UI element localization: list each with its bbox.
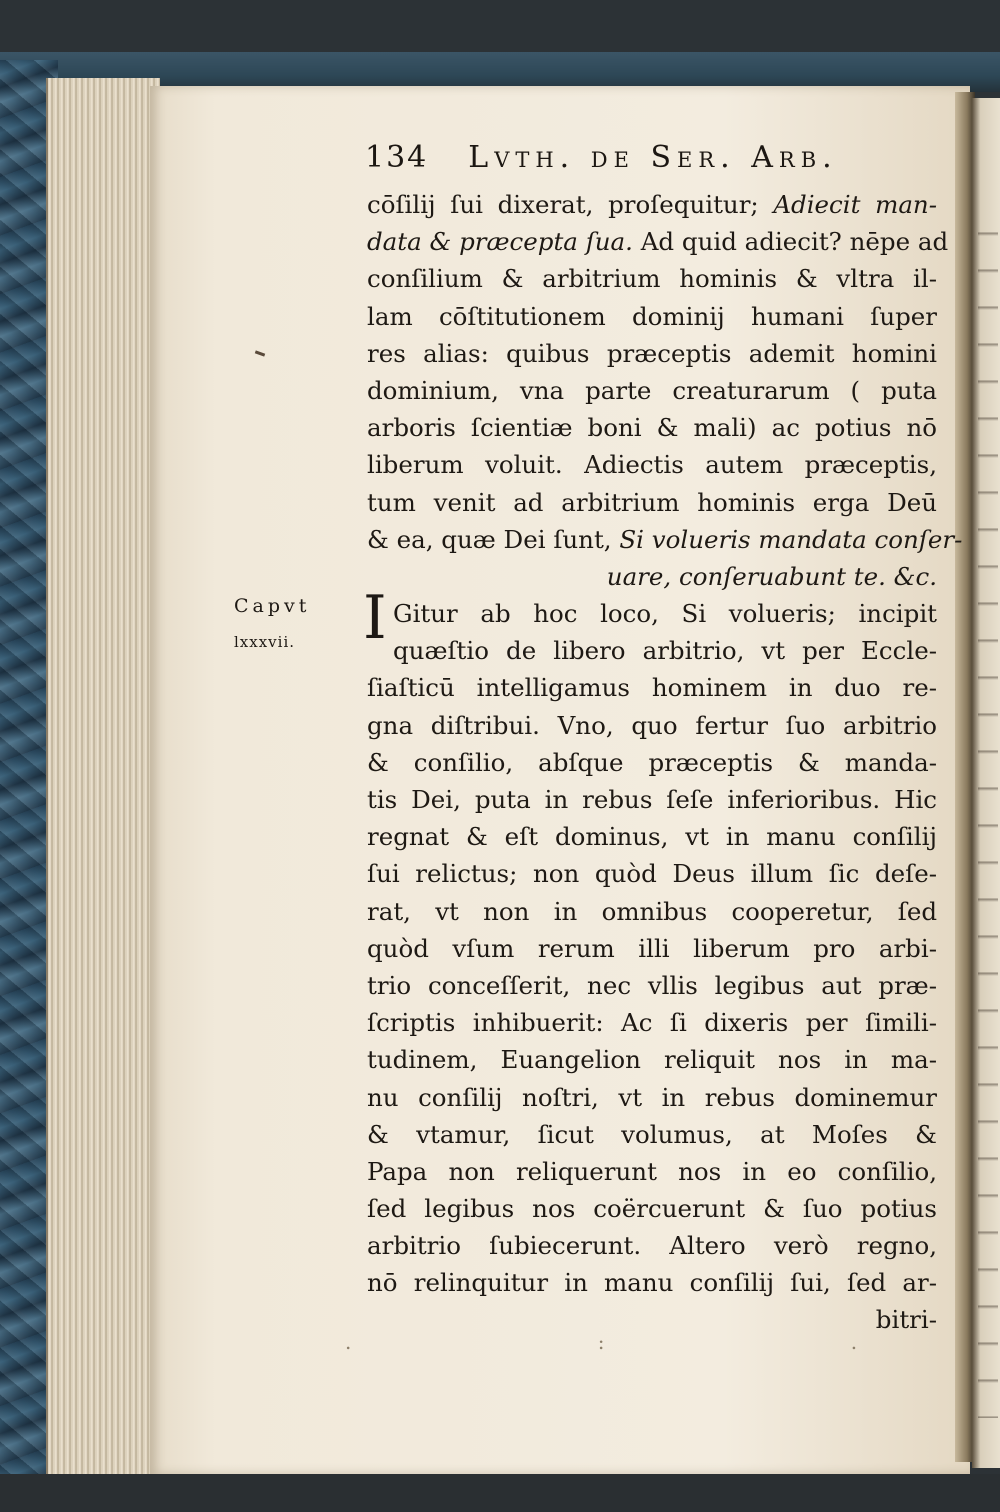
- text-line: [367, 446, 937, 483]
- text-line: [367, 930, 937, 967]
- catchword-row: [367, 1301, 937, 1338]
- text-line: [367, 669, 937, 706]
- roman-text: tudinem, Euangelion reliquit nos in ma-: [367, 1045, 937, 1075]
- text-line: [367, 855, 937, 892]
- roman-text: Papa non reliquerunt nos in eo conſilio,: [367, 1156, 937, 1186]
- roman-text: & vtamur, ſicut volumus, at Moſes &: [367, 1119, 937, 1149]
- roman-text: lam cōſtitutionem dominij humani ſuper: [367, 301, 937, 331]
- roman-text: ſui relictus; non quòd Deus illum ſic deſe-: [367, 859, 937, 889]
- text-line: [367, 1004, 937, 1041]
- text-line: [367, 409, 937, 446]
- italic-text: data & præcepta ſua.: [367, 227, 633, 257]
- roman-text: dominium, vna parte creaturarum ( puta: [367, 375, 937, 405]
- roman-text: ſcriptis inhibuerit: Ac ſi dixeris per ſimili-: [367, 1008, 937, 1038]
- text-line: [367, 558, 937, 595]
- roman-text: nu conſilij noſtri, vt in rebus dominemur: [367, 1082, 937, 1112]
- text-line: [367, 1116, 937, 1153]
- margin-caput: Capvt: [234, 595, 311, 617]
- italic-text: Si volueris mandata conſer-: [619, 524, 963, 554]
- roman-text: quæſtio de libero arbitrio, vt per Eccle-: [393, 636, 937, 666]
- roman-text: conſilium & arbitrium hominis & vltra il-: [367, 264, 937, 294]
- body-text: [367, 186, 963, 1302]
- italic-text: Adiecit man-: [773, 190, 937, 219]
- margin-numeral: lxxxvii.: [234, 633, 296, 651]
- text-line: [367, 632, 937, 669]
- text-line: [367, 1264, 937, 1301]
- text-line: [367, 1153, 937, 1190]
- italic-text: uare, conſeruabunt te. &c.: [606, 561, 937, 591]
- text-line: [367, 707, 937, 744]
- text-line: [367, 1041, 937, 1078]
- roman-text: ſed legibus nos coërcuerunt & ſuo potius: [367, 1194, 937, 1224]
- text-line: [367, 893, 937, 930]
- margin-note: [234, 588, 310, 660]
- text-line: [367, 818, 937, 855]
- roman-text: & ea, quæ Dei ſunt,: [367, 524, 620, 554]
- page-number: 134: [365, 140, 429, 175]
- text-line: [367, 967, 937, 1004]
- page-edges: [46, 78, 160, 1474]
- roman-text: arboris ſcientiæ boni & mali) ac potius nō: [367, 413, 937, 443]
- text-line: [367, 744, 937, 781]
- roman-text: Ad quid adiecit? nēpe ad: [632, 227, 949, 257]
- text-line: [367, 595, 937, 632]
- roman-text: arbitrio ſubiecerunt. Altero verò regno,: [367, 1231, 937, 1261]
- text-line: [367, 372, 937, 409]
- roman-text: tis Dei, puta in rebus ſeſe inferioribus. Hic: [367, 785, 937, 814]
- roman-text: cōſilij ſui dixerat, proſequitur;: [367, 190, 774, 219]
- text-line: [367, 781, 937, 818]
- roman-text: trio conceſſerit, nec vllis legibus aut præ-: [367, 970, 937, 1000]
- drop-capital: I: [363, 583, 387, 653]
- text-line: [367, 335, 937, 372]
- roman-text: quòd vſum rerum illi liberum pro arbi-: [367, 933, 937, 963]
- text-line: [367, 521, 963, 558]
- text-line: [367, 260, 937, 297]
- text-line: [367, 1079, 937, 1116]
- roman-text: tum venit ad arbitrium hominis erga Deū: [367, 487, 937, 517]
- catchword: bitri-: [875, 1305, 937, 1334]
- text-line: [367, 1227, 937, 1264]
- roman-text: Gitur ab hoc loco, Si volueris; incipit: [393, 599, 937, 629]
- roman-text: regnat & eſt dominus, vt in manu conſilij: [367, 822, 937, 852]
- roman-text: & conſilio, abſque præceptis & manda-: [367, 747, 937, 777]
- running-header: [365, 140, 838, 175]
- text-line: [367, 1190, 937, 1227]
- faint-marks: . : .: [345, 1330, 978, 1354]
- background-bottom: [0, 1474, 1000, 1512]
- roman-text: res alias: quibus præceptis ademit homini: [367, 338, 937, 368]
- roman-text: liberum voluit. Adiectis autem præceptis,: [367, 450, 937, 480]
- running-title: Lvth. de Ser. Arb.: [468, 140, 838, 175]
- roman-text: nō relinquitur in manu conſilij ſui, ſed ar-: [367, 1268, 937, 1298]
- text-line: [367, 484, 937, 521]
- facing-page-edge: [972, 98, 1000, 1468]
- roman-text: ſiaſticū intelligamus hominem in duo re-: [367, 673, 937, 703]
- text-line: [367, 186, 937, 223]
- text-line: [367, 298, 937, 335]
- text-line: [367, 223, 949, 260]
- roman-text: gna diſtribui. Vno, quo fertur ſuo arbitrio: [367, 710, 937, 740]
- roman-text: rat, vt non in omnibus cooperetur, ſed: [367, 896, 937, 926]
